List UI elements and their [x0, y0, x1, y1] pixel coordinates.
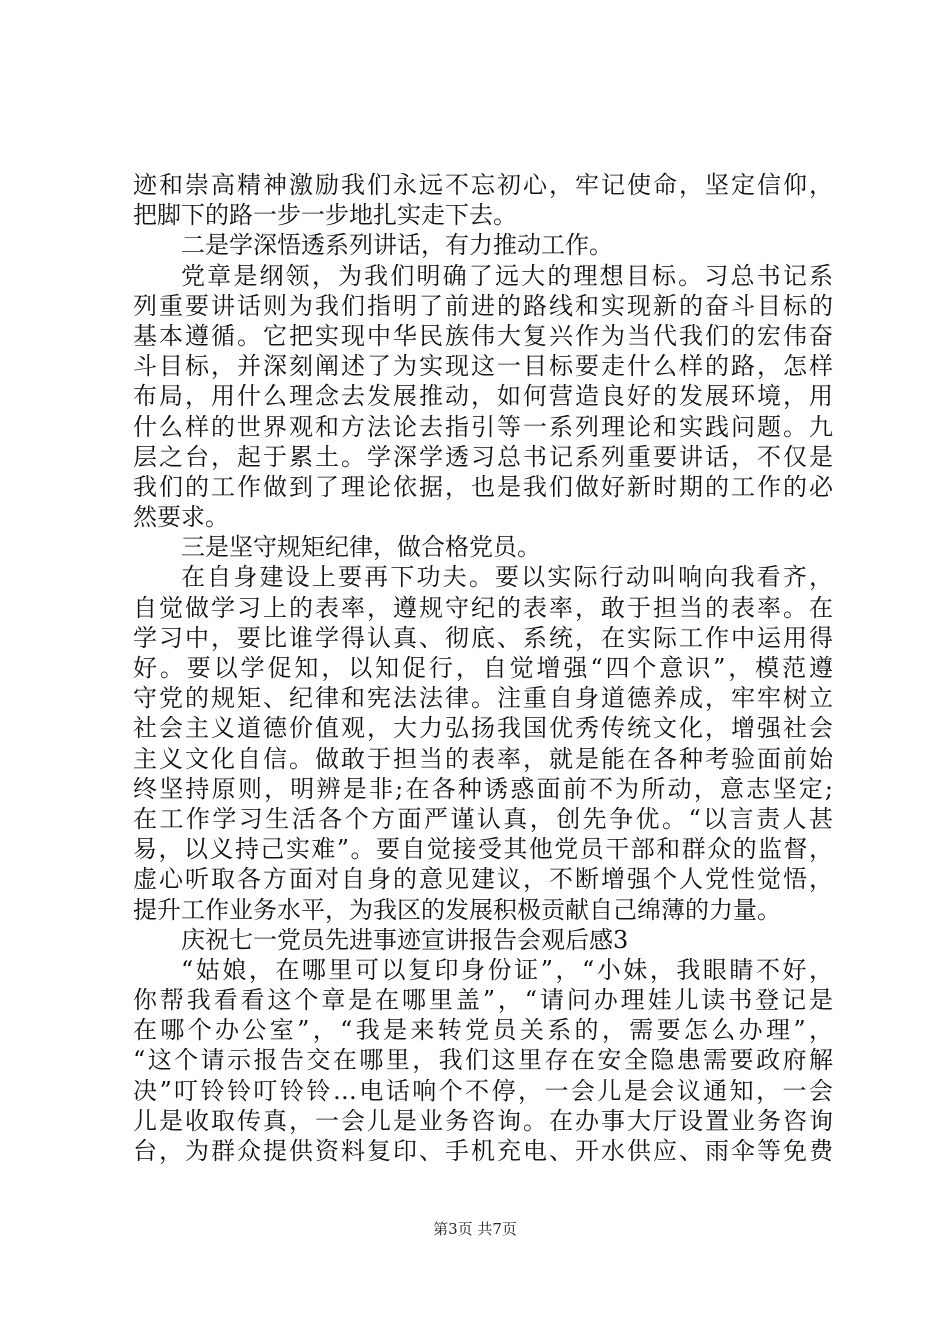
text-line: “这个请示报告交在哪里，我们这里存在安全隐患需要政府解 [133, 1046, 833, 1075]
text-line: 庆祝七一党员先进事迹宣讲报告会观后感3 [181, 925, 629, 954]
text-line: 好。要以学促知，以知促行，自觉增强“四个意识”，模范遵 [133, 654, 833, 682]
text-line: 布局，用什么理念去发展推动，如何营造良好的发展环境，用 [133, 382, 833, 411]
text-line: 在哪个办公室”，“我是来转党员关系的，需要怎么办理”， [133, 1016, 833, 1045]
text-line: 迹和崇高精神激励我们永远不忘初心，牢记使命，坚定信仰， [133, 171, 833, 199]
text-line: 学习中，要比谁学得认真、彻底、系统，在实际工作中运用得 [133, 623, 833, 652]
text-line: 基本遵循。它把实现中华民族伟大复兴作为当代我们的宏伟奋 [133, 321, 833, 350]
text-line: 列重要讲话则为我们指明了前进的路线和实现新的奋斗目标的 [133, 291, 833, 320]
text-line: 终坚持原则，明辨是非;在各种诱惑面前不为所动，意志坚定; [133, 774, 833, 803]
text-line: 把脚下的路一步一步地扎实走下去。 [133, 201, 517, 230]
text-line: 层之台，起于累土。学深学透习总书记系列重要讲话，不仅是 [133, 442, 833, 471]
text-line: 我们的工作做到了理论依据，也是我们做好新时期的工作的必 [133, 472, 833, 501]
page-footer: 第3页 共7页 [433, 1220, 517, 1238]
document-body [133, 170, 833, 1166]
text-line: 然要求。 [133, 503, 229, 532]
text-line: 守党的规矩、纪律和宪法法律。注重自身道德养成，牢牢树立 [133, 684, 833, 713]
text-line: 你帮我看看这个章是在哪里盖”，“请问办理娃儿读书登记是 [133, 986, 833, 1015]
text-line: 二是学深悟透系列讲话，有力推动工作。 [181, 231, 613, 260]
text-line: 虚心听取各方面对自身的意见建议，不断增强个人党性觉悟， [133, 865, 833, 894]
text-line: 提升工作业务水平，为我区的发展积极贡献自己绵薄的力量。 [133, 895, 781, 924]
text-line: 三是坚守规矩纪律，做合格党员。 [181, 533, 541, 562]
text-line: 党章是纲领，为我们明确了远大的理想目标。习总书记系 [181, 261, 833, 290]
text-line: 主义文化自信。做敢于担当的表率，就是能在各种考验面前始 [133, 744, 833, 773]
text-line: 易，以义持己实难”。要自觉接受其他党员干部和群众的监督， [133, 835, 833, 864]
text-line: 决”叮铃铃叮铃铃…电话响个不停，一会儿是会议通知，一会 [133, 1076, 833, 1105]
text-line: 自觉做学习上的表率，遵规守纪的表率，敢于担当的表率。在 [133, 593, 833, 622]
text-line: 台，为群众提供资料复印、手机充电、开水供应、雨伞等免费 [133, 1137, 833, 1165]
text-line: 儿是收取传真，一会儿是业务咨询。在办事大厅设置业务咨询 [133, 1106, 833, 1135]
text-line: 社会主义道德价值观，大力弘扬我国优秀传统文化，增强社会 [133, 714, 833, 743]
text-line: 斗目标，并深刻阐述了为实现这一目标要走什么样的路，怎样 [133, 352, 833, 381]
text-line: “姑娘，在哪里可以复印身份证”，“小妹，我眼睛不好， [181, 955, 833, 984]
text-line: 在工作学习生活各个方面严谨认真，创先争优。“以言责人甚 [133, 804, 833, 833]
text-line: 在自身建设上要再下功夫。要以实际行动叫响向我看齐， [181, 563, 833, 592]
text-line: 什么样的世界观和方法论去指引等一系列理论和实践问题。九 [133, 412, 833, 441]
